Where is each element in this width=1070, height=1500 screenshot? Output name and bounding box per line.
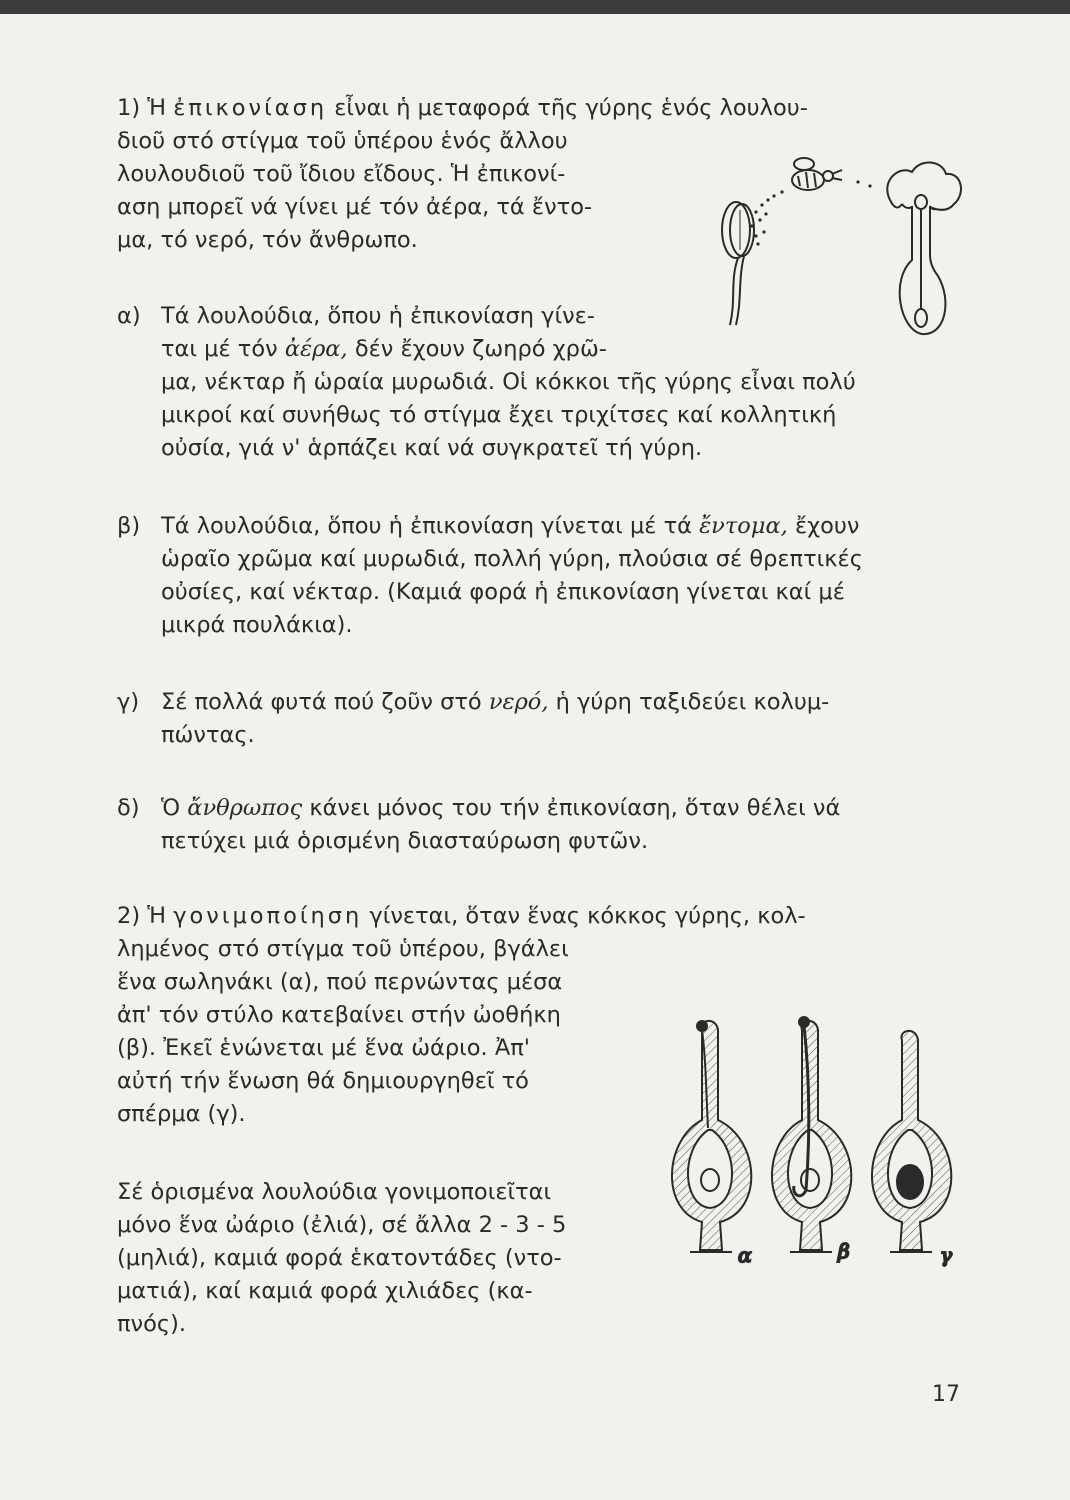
paragraph-wind-pollination: α) Τά λουλούδια, ὅπου ἡ ἐπικονίαση γίνε- ται μέ τόν ἀέρα, δέν ἔχουν ζωηρό χρῶ- μα, νέκταρ ἤ ὡραία μυρωδιά. Οἱ κόκκοι τῆς γύρης εἶναι πολύ μικροί καί συνήθως τό στίγμα ἔχει τριχίτσες καί κολλητική οὐσία, γιά ν' ἁρπάζει καί νά συγκρατεῖ τή γύρη. xyxy=(117,300,856,465)
paragraph-water-pollination: γ) Σέ πολλά φυτά πού ζοῦν στό νερό, ἡ γύρη ταξιδεύει κολυμ- πώντας. xyxy=(117,686,829,752)
paragraph-pollination-definition: 1) Ἡ ἐπικονίαση εἶναι ἡ μεταφορά τῆς γύρης ἑνός λουλου- διοῦ στό στίγμα τοῦ ὑπέρου ἑνός ἄλλου λουλουδιοῦ τοῦ ἴδιου εἴδους. Ἡ ἐπικονί- αση μπορεῖ νά γίνει μέ τόν ἀέρα, τά ἔντο- μα, τό νερό, τόν ἄνθρωπο. xyxy=(117,95,808,253)
paragraph-human-pollination: δ) Ὁ ἄνθρωπος κάνει μόνος του τήν ἐπικονίαση, ὅταν θέλει νά πετύχει μιά ὁρισμένη διασταύρωση φυτῶν. xyxy=(117,792,840,858)
pistil-stage-a xyxy=(672,1021,752,1267)
page-number: 17 xyxy=(932,1382,960,1407)
item-label-d: δ) xyxy=(117,795,140,821)
pistil-drawing xyxy=(887,162,961,334)
bee-drawing xyxy=(792,158,872,190)
figure-label-a: α xyxy=(738,1243,752,1267)
paragraph-fertilization: 2) Ἡ γονιμοποίηση γίνεται, ὅταν ἕνας κόκκος γύρης, κολ- λημένος στό στίγμα τοῦ ὑπέρου, βγάλει ἕνα σωληνάκι (α), πού περνώντας μέσα ἀπ' τόν στύλο κατεβαίνει στήν ὠοθήκη (β). Ἐκεῖ ἑνώνεται μέ ἕνα ὠάριο. Ἀπ' αὐτή τήν ἕνωση θά δημιουργηθεῖ τό σπέρμα (γ). xyxy=(117,903,806,1127)
fertilization-illustration xyxy=(660,1000,1000,1270)
section-2-lead: 2) Ἡ xyxy=(117,903,167,929)
item-label-c: γ) xyxy=(117,689,140,715)
stamen-drawing xyxy=(722,202,754,325)
figure-label-b: β xyxy=(838,1239,850,1263)
item-label-b: β) xyxy=(117,513,141,539)
section-1-lead: 1) Ἡ xyxy=(117,95,167,121)
paragraph-insect-pollination: β) Τά λουλούδια, ὅπου ἡ ἐπικονίαση γίνεται μέ τά ἔντομα, ἔχουν ὡραῖο χρῶμα καί μυρωδιά, πολλή γύρη, πλούσια σέ θρεπτικές οὐσίες, καί νέκταρ. (Καμιά φορά ἡ ἐπικονίαση γίνεται καί μέ μικρά πουλάκια). xyxy=(117,510,863,642)
scan-top-border xyxy=(0,0,1070,14)
term-pollination: ἐπικονίαση xyxy=(173,95,328,121)
pistil-stage-b xyxy=(772,1017,851,1263)
pistil-stage-c xyxy=(872,1031,952,1267)
term-fertilization: γονιμοποίηση xyxy=(173,903,363,929)
figure-label-c: γ xyxy=(940,1243,952,1267)
pollination-illustration xyxy=(690,150,990,360)
item-label-a: α) xyxy=(117,303,141,329)
pollen-dots xyxy=(750,190,783,245)
paragraph-ovule-counts: Σέ ὁρισμένα λουλούδια γονιμοποιεῖται μόνο ἕνα ὠάριο (ἐλιά), σέ ἄλλα 2 - 3 - 5 (μηλιά), καμιά φορά ἑκατοντάδες (ντο- ματιά), καί καμιά φορά χιλιάδες (κα- πνός). xyxy=(117,1179,567,1337)
